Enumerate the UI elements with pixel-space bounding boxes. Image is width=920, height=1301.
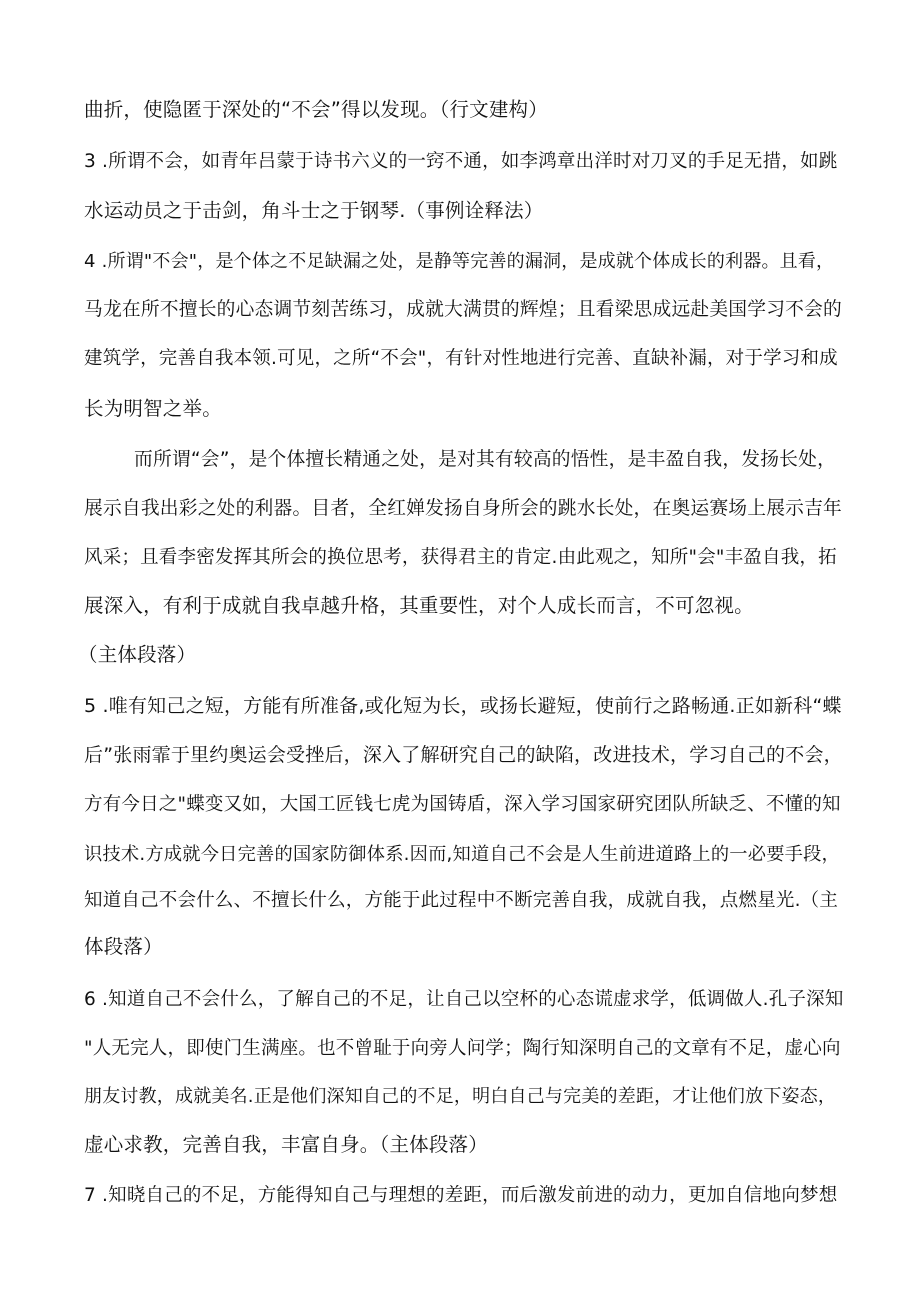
text-line-1: 曲折，使隐匿于深处的“不会”得以发现。（行文建构） [84,98,548,121]
text-line-16: 识技术.方成就今日完善的国家防御体系.因而,知道自己不会是人生前进道路上的一必要手段， [84,844,841,865]
text-line-8: 而所谓“会”，是个体擅长精通之处，是对其有较高的悟性，是丰盈自我，发扬长处， [134,449,837,470]
text-line-2: 3 .所谓不会，如青年吕蒙于诗书六义的一窍不通，如李鸿章出洋时对刀叉的手足无措，如跳 [84,151,838,172]
text-line-9: 展示自我出彩之处的利器。目者，全红婵发扬自身所会的跳水长处，在奥运赛场上展示吉年 [84,498,842,519]
text-line-18: 体段落） [84,935,163,958]
text-line-12: （主体段落） [78,643,197,666]
text-line-6: 建筑学，完善自我本领.可见，之所“不会"，有针对性地进行完善、直缺补漏，对于学习和成 [84,348,838,369]
text-line-23: 7 .知晓自己的不足，方能得知自己与理想的差距，而后激发前进的动力，更加自信地向梦想 [84,1185,838,1206]
text-line-22: 虚心求教，完善自我，丰富自身。（主体段落） [84,1133,488,1156]
text-line-17: 知道自己不会什么、不擅长什么，方能于此过程中不断完善自我，成就自我，点燃星光.（主 [84,890,839,911]
text-line-15: 方有今日之"蝶变又如，大国工匠钱七虎为国铸盾，深入学习国家研究团队所缺乏、不懂的知 [84,794,841,815]
text-line-5: 马龙在所不擅长的心态调节刻苦练习，成就大满贯的辉煌；且看梁思成远赴美国学习不会的 [84,299,842,320]
text-line-7: 长为明智之举。 [84,397,222,420]
text-line-20: "人无完人，即使门生满座。也不曾耻于向旁人问学；陶行知深明自己的文章有不足，虚心向 [84,1038,841,1059]
text-line-4: 4 .所谓"不会"，是个体之不足缺漏之处，是静等完善的漏洞，是成就个体成长的利器。且看， [84,251,835,272]
text-line-19: 6 .知道自己不会什么，了解自己的不足，让自己以空杯的心态谎虚求学，低调做人.孔子深知 [84,989,844,1010]
text-line-11: 展深入，有利于成就自我卓越升格，其重要性，对个人成长而言，不可忽视。 [84,594,754,617]
text-line-3: 水运动员之于击剑，角斗士之于钢琴.（事例诠释法） [84,199,544,222]
text-line-14: 后”张雨霏于里约奥运会受挫后，深入了解研究自己的缺陷，改进技术，学习自己的不会， [84,744,843,766]
text-line-10: 风采；且看李密发挥其所会的换位思考，获得君主的肯定.由此观之，知所"会"丰盈自我，拓 [84,547,837,568]
text-line-21: 朋友讨教，成就美名.正是他们深知自己的不足，明白自己与完美的差距，才让他们放下姿态， [84,1086,837,1107]
text-line-13: 5 .唯有知己之短，方能有所准备,或化短为长，或扬长避短，使前行之路畅通.正如新科“蝶 [84,695,842,717]
